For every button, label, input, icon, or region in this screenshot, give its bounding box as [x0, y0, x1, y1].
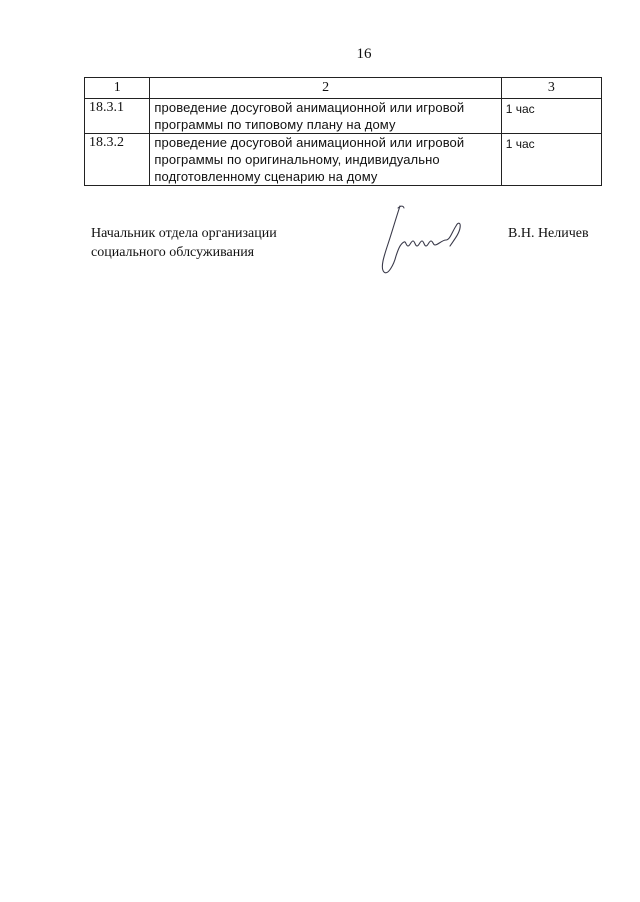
row-description: проведение досуговой анимационной или игровой программы по типовому плану на дому [150, 99, 501, 134]
handwritten-signature [370, 200, 470, 280]
signer-position-line1: Начальник отдела организации [91, 226, 277, 241]
table-body [85, 99, 602, 186]
header-col-2: 2 [150, 78, 501, 99]
signer-position-line2: социального облсуживания [91, 245, 255, 260]
table-header-row [85, 78, 602, 99]
header-col-3: 3 [501, 78, 601, 99]
signer-name: В.Н. Неличев [508, 226, 589, 241]
table-header [85, 78, 602, 99]
header-col-1: 1 [85, 78, 150, 99]
page-number: 16 [356, 46, 372, 62]
row-description: проведение досуговой анимационной или игровой программы по оригинальному, индивидуально подготовленному сценарию на дому [150, 134, 501, 186]
row-duration: 1 час [501, 134, 601, 186]
row-code: 18.3.2 [85, 134, 150, 186]
services-table [84, 77, 602, 186]
signer-position [91, 224, 277, 262]
table-row [85, 99, 602, 134]
table-row [85, 134, 602, 186]
row-code: 18.3.1 [85, 99, 150, 134]
row-duration: 1 час [501, 99, 601, 134]
